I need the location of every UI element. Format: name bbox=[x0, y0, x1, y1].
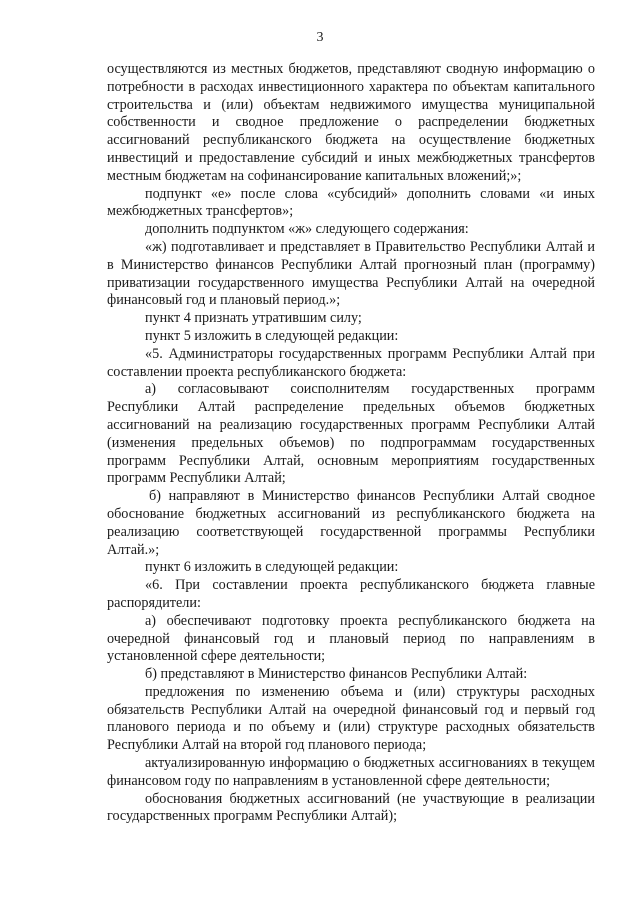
paragraph: дополнить подпунктом «ж» следующего содержания: bbox=[145, 221, 469, 238]
paragraph: актуализированную информацию о бюджетных ассигнованиях в текущем финансовом году по направлениям в установленной сфере деятельности; bbox=[107, 755, 595, 789]
paragraph: а) согласовывают соисполнителям государственных программ Республики Алтай распределение предельных объемов бюджетных ассигнований на реализацию государственных программ Республики Алтай (изменения предельных объемов) по подпрограммам государственных программ Республики Алтай, основным мероприятиям государственных программ Республики Алтай; bbox=[107, 381, 595, 487]
paragraph: «6. При составлении проекта республиканского бюджета главные распорядители: bbox=[107, 577, 595, 611]
paragraph: предложения по изменению объема и (или) структуры расходных обязательств Республики Алтай на очередной финансовый год и первый год планового периода и по объему и (или) структуре расходных обязательств Республики Алтай на второй год планового периода; bbox=[107, 683, 595, 754]
paragraph: б) направляют в Министерство финансов Республики Алтай сводное обоснование бюджетных ассигнований из республиканского бюджета на реализацию соответствующей государственной программы Республики Алтай.»; bbox=[107, 488, 595, 558]
paragraph: подпункт «е» после слова «субсидий» дополнить словами «и иных межбюджетных трансфертов»; bbox=[107, 185, 595, 220]
paragraph-continuation: осуществляются из местных бюджетов, представляют сводную информацию о потребности в расходах инвестиционного характера по объектам капитального строительства и (или) объектам недвижимого имущества муниципальной собственности и сводное предложение о распределении бюджетных ассигнований республиканского бюджета на осуществление бюджетных инвестиций и предоставление субсидий и иных межбюджетных трансфертов местным бюджетам на софинансирование капитальных вложений;»; bbox=[107, 61, 595, 184]
page-number: 3 bbox=[316, 30, 324, 45]
paragraph: пункт 5 изложить в следующей редакции: bbox=[145, 327, 399, 344]
paragraph: «ж) подготавливает и представляет в Правительство Республики Алтай и в Министерство финансов Республики Алтай прогнозный план (программу) приватизации государственного имущества Республики Алтай на очередной финансовый год и плановый период.»; bbox=[107, 238, 595, 309]
paragraph: «5. Администраторы государственных программ Республики Алтай при составлении проекта республиканского бюджета: bbox=[107, 345, 595, 380]
paragraph: пункт 6 изложить в следующей редакции: bbox=[145, 559, 399, 576]
paragraph: пункт 4 признать утратившим силу; bbox=[145, 310, 362, 327]
paragraph: обоснования бюджетных ассигнований (не участвующие в реализации государственных программ Республики Алтай); bbox=[107, 790, 595, 825]
paragraph: а) обеспечивают подготовку проекта республиканского бюджета на очередной финансовый год и плановый период по направлениям в установленной сфере деятельности; bbox=[107, 612, 595, 665]
paragraph: б) представляют в Министерство финансов Республики Алтай: bbox=[145, 666, 528, 683]
document-body bbox=[107, 61, 595, 826]
